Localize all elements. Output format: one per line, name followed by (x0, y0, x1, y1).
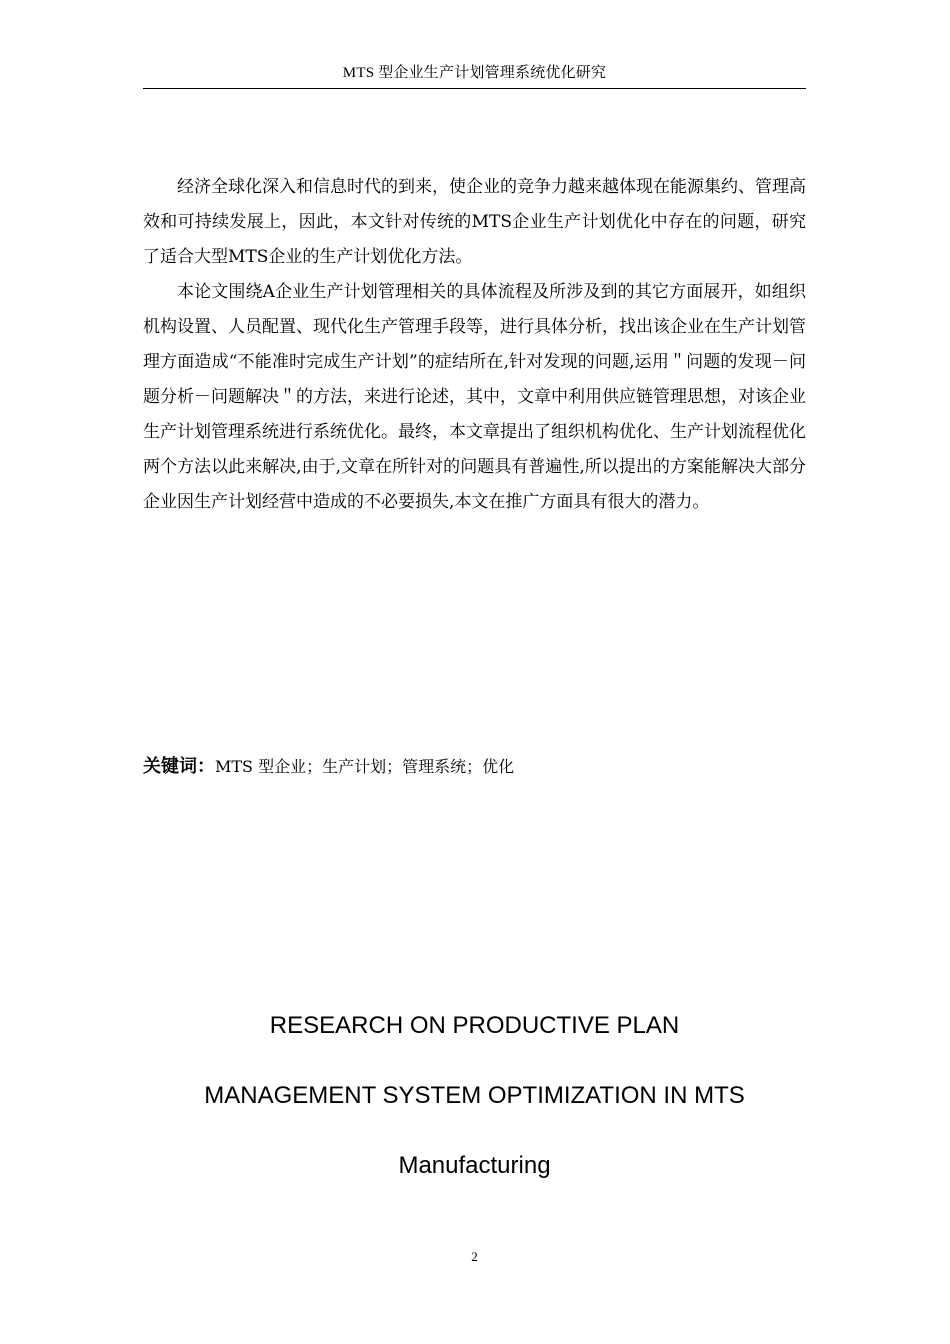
english-title-line: Manufacturing (398, 1152, 551, 1179)
abstract-body (143, 170, 806, 520)
header-rule (143, 88, 806, 89)
page-number: 2 (471, 1249, 478, 1264)
english-title-line: MANAGEMENT SYSTEM OPTIMIZATION IN MTS (204, 1082, 745, 1109)
abstract-paragraph: 本论文围绕A企业生产计划管理相关的具体流程及所涉及到的其它方面展开，如组织机构设置、人员配置、现代化生产管理手段等，进行具体分析，找出该企业在生产计划管理方面造成“不能准时完成生产计划”的症结所在,针对发现的问题,运用＂问题的发现－问题分析－问题解决＂的方法，来进行论述，其中，文章中利用供应链管理思想，对该企业生产计划管理系统进行系统优化。最终，本文章提出了组织机构优化、生产计划流程优化两个方法以此来解决,由于,文章在所针对的问题具有普遍性,所以提出的方案能解决大部分企业因生产计划经营中造成的不必要损失,本文在推广方面具有很大的潜力。 (143, 282, 806, 512)
keywords-values: MTS 型企业；生产计划；管理系统；优化 (215, 757, 515, 776)
keywords-line (143, 752, 806, 782)
abstract-paragraph: 经济全球化深入和信息时代的到来，使企业的竞争力越来越体现在能源集约、管理高效和可持续发展上，因此，本文针对传统的MTS企业生产计划优化中存在的问题，研究了适合大型MTS企业的生产计划优化方法。 (143, 177, 806, 267)
english-title-line: RESEARCH ON PRODUCTIVE PLAN (269, 1012, 680, 1039)
running-header: MTS 型企业生产计划管理系统优化研究 (342, 65, 607, 81)
keywords-label: 关键词： (143, 756, 215, 777)
